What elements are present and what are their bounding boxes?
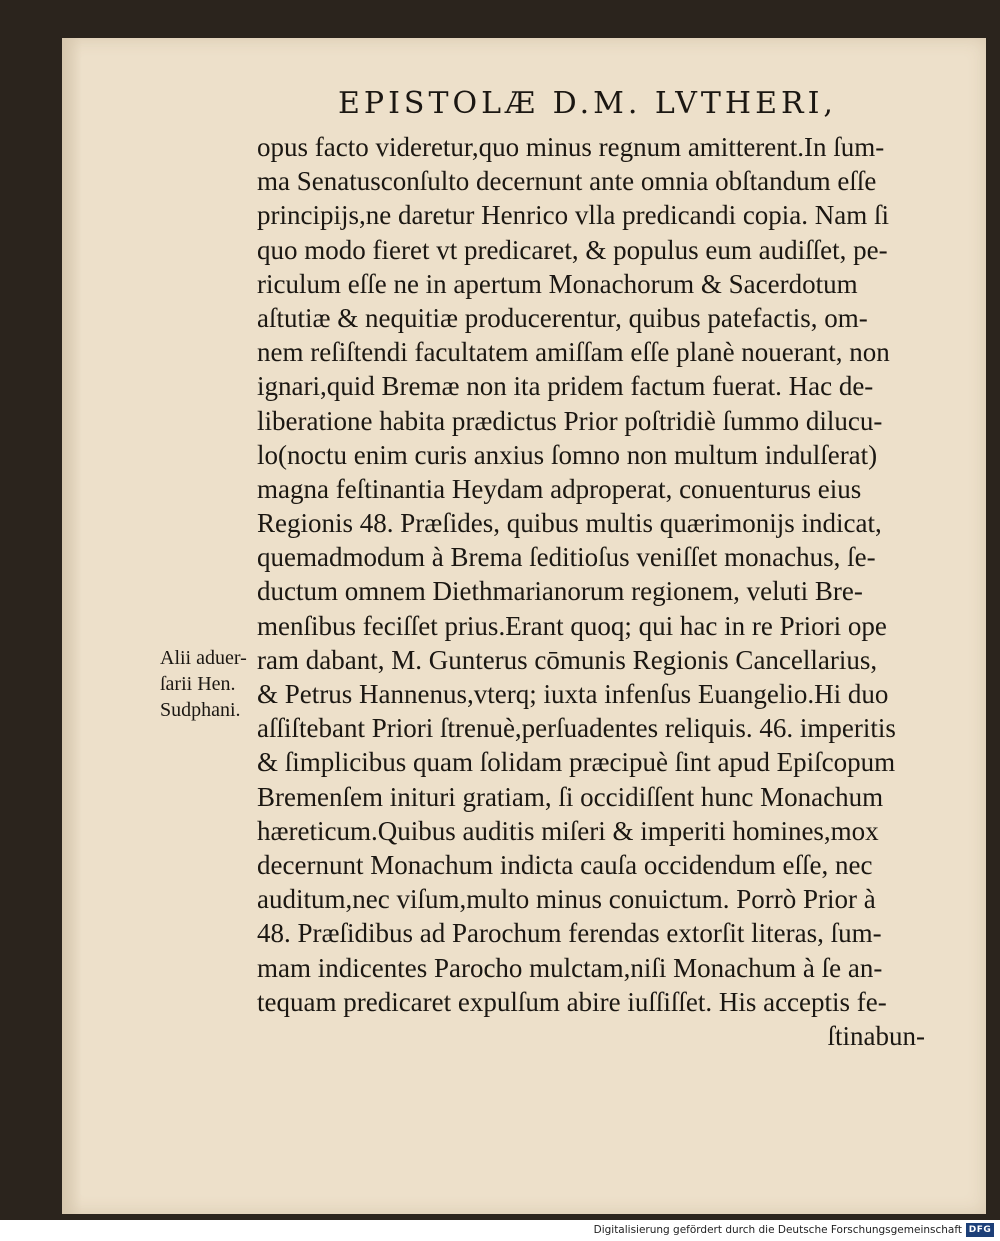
text-line: menſibus feciſſet prius.Erant quoq; qui hac in re Priori ope [257,610,887,641]
page-gutter-shadow [62,38,82,1214]
marginal-note-line: Sudphani. [160,699,241,721]
funding-credit: Digitalisierung gefördert durch die Deutsche Forschungsgemeinschaft [593,1224,962,1236]
text-line: principijs,ne daretur Henrico vlla predicandi copia. Nam ſi [257,200,890,231]
marginal-note [160,645,260,723]
marginal-note-line: ſarii Hen. [160,673,236,695]
text-line: lo(noctu enim curis anxius ſomno non multum indulſerat) [257,439,878,470]
text-line: ignari,quid Bremæ non ita pridem factum fuerat. Hac de- [257,371,874,402]
dfg-logo-icon: DFG [966,1223,994,1237]
text-line: quo modo fieret vt predicaret, & populus eum audiſſet, pe- [257,234,888,265]
text-line: riculum eſſe ne in apertum Monachorum & Sacerdotum [257,268,858,299]
text-line: nem reſiſtendi facultatem amiſſam eſſe planè nouerant, non [257,337,890,368]
text-line: liberatione habita prædictus Prior poſtridiè ſummo dilucu- [257,405,883,436]
text-line: decernunt Monachum indicta cauſa occidendum eſſe, nec [257,849,873,880]
running-header: EPISTOLÆ D.M. LVTHERI, [338,86,837,121]
text-line: ma Senatusconſulto decernunt ante omnia obſtandum eſſe [257,166,877,197]
catchword: ſtinabun- [827,1020,925,1051]
text-line: magna feſtinantia Heydam adproperat, conuenturus eius [257,473,862,504]
text-line: auditum,nec viſum,multo minus conuictum. Porrò Prior à [257,884,876,915]
footer-bar [0,1220,1000,1241]
text-line: aſtutiæ & nequitiæ producerentur, quibus patefactis, om- [257,302,868,333]
text-line: aſſiſtebant Priori ſtrenuè,perſuadentes reliquis. 46. imperitis [257,713,896,744]
text-line: Bremenſem inituri gratiam, ſi occidiſſent hunc Monachum [257,781,884,812]
text-line: Regionis 48. Præſides, quibus multis quærimonijs indicat, [257,508,882,539]
text-line: & ſimplicibus quam ſolidam præcipuè ſint apud Epiſcopum [257,747,896,778]
text-line: 48. Præſidibus ad Parochum ferendas extorſit literas, ſum- [257,918,882,949]
text-line: opus facto videretur,quo minus regnum amitterent.In ſum- [257,132,885,162]
body-text [257,130,925,1053]
text-line: ductum omnem Diethmarianorum regionem, veluti Bre- [257,576,863,607]
text-line: mam indicentes Parocho mulctam,niſi Monachum à ſe an- [257,952,883,983]
marginal-note-line: Alii aduer- [160,647,247,669]
text-line: ram dabant, M. Gunterus cōmunis Regionis Cancellarius, [257,644,878,675]
text-line: & Petrus Hannenus,vterq; iuxta infenſus Euangelio.Hi duo [257,679,889,709]
text-line: quemadmodum à Brema ſeditioſus veniſſet monachus, ſe- [257,542,876,573]
text-line: tequam predicaret expulſum abire iuſſiſſet. His acceptis fe- [257,986,887,1017]
text-line: hæreticum.Quibus auditis miſeri & imperiti homines,mox [257,815,879,846]
